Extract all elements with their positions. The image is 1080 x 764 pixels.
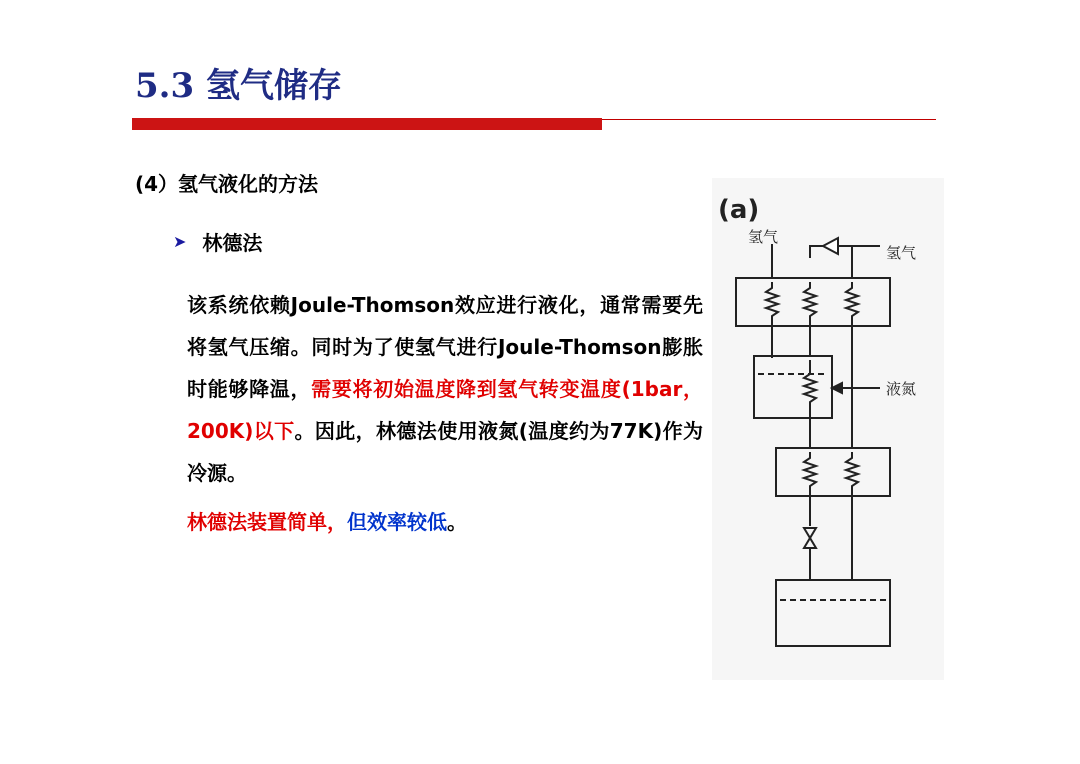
coil-bath [804,360,816,418]
hydrogen-left-label: 氢气 [748,228,779,246]
summary-red: 林德法装置简单， [187,510,347,534]
coil-1a [766,282,778,326]
nitrogen-bath [754,356,832,418]
section-heading: (4）氢气液化的方法 [135,172,319,196]
linde-process-diagram [712,178,944,680]
summary-end: 。 [447,510,467,534]
bullet-item-linde [173,227,262,256]
inlet-arrow-icon [823,238,838,254]
valve-bottom [804,538,816,548]
coil-2a [804,452,816,496]
chevron-right-icon: ➤ [173,232,187,251]
summary-line [187,506,467,535]
title-underline-bar [132,118,602,130]
coil-1c [846,282,858,326]
body-text-emphasis: 需要将初始温度降到氢气转变温度(1bar，200K)以下 [187,377,704,443]
bullet-label: 林德法 [202,231,263,255]
coil-2b [846,452,858,496]
body-paragraph [187,284,703,494]
coil-1b [804,282,816,326]
hydrogen-right-label: 氢气 [886,244,917,262]
body-text-tail: 。因此，林德法使用液氮(温度约为77K)作为冷源。 [187,419,703,485]
panel-label: (a) [718,195,760,225]
nitrogen-arrow-icon [832,383,842,393]
slide-title: 5.3 氢气储存 [135,66,342,106]
heat-exchanger-2 [776,448,890,496]
summary-blue: 但效率较低 [347,510,447,534]
storage-tank [776,580,890,646]
body-text-plain: 该系统依赖Joule-Thomson效应进行液化，通常需要先将氢气压缩。同时为了使氢气进行Joule-Thomson膨胀时能够降温， [187,293,703,401]
liquid-nitrogen-label: 液氮 [886,380,917,398]
